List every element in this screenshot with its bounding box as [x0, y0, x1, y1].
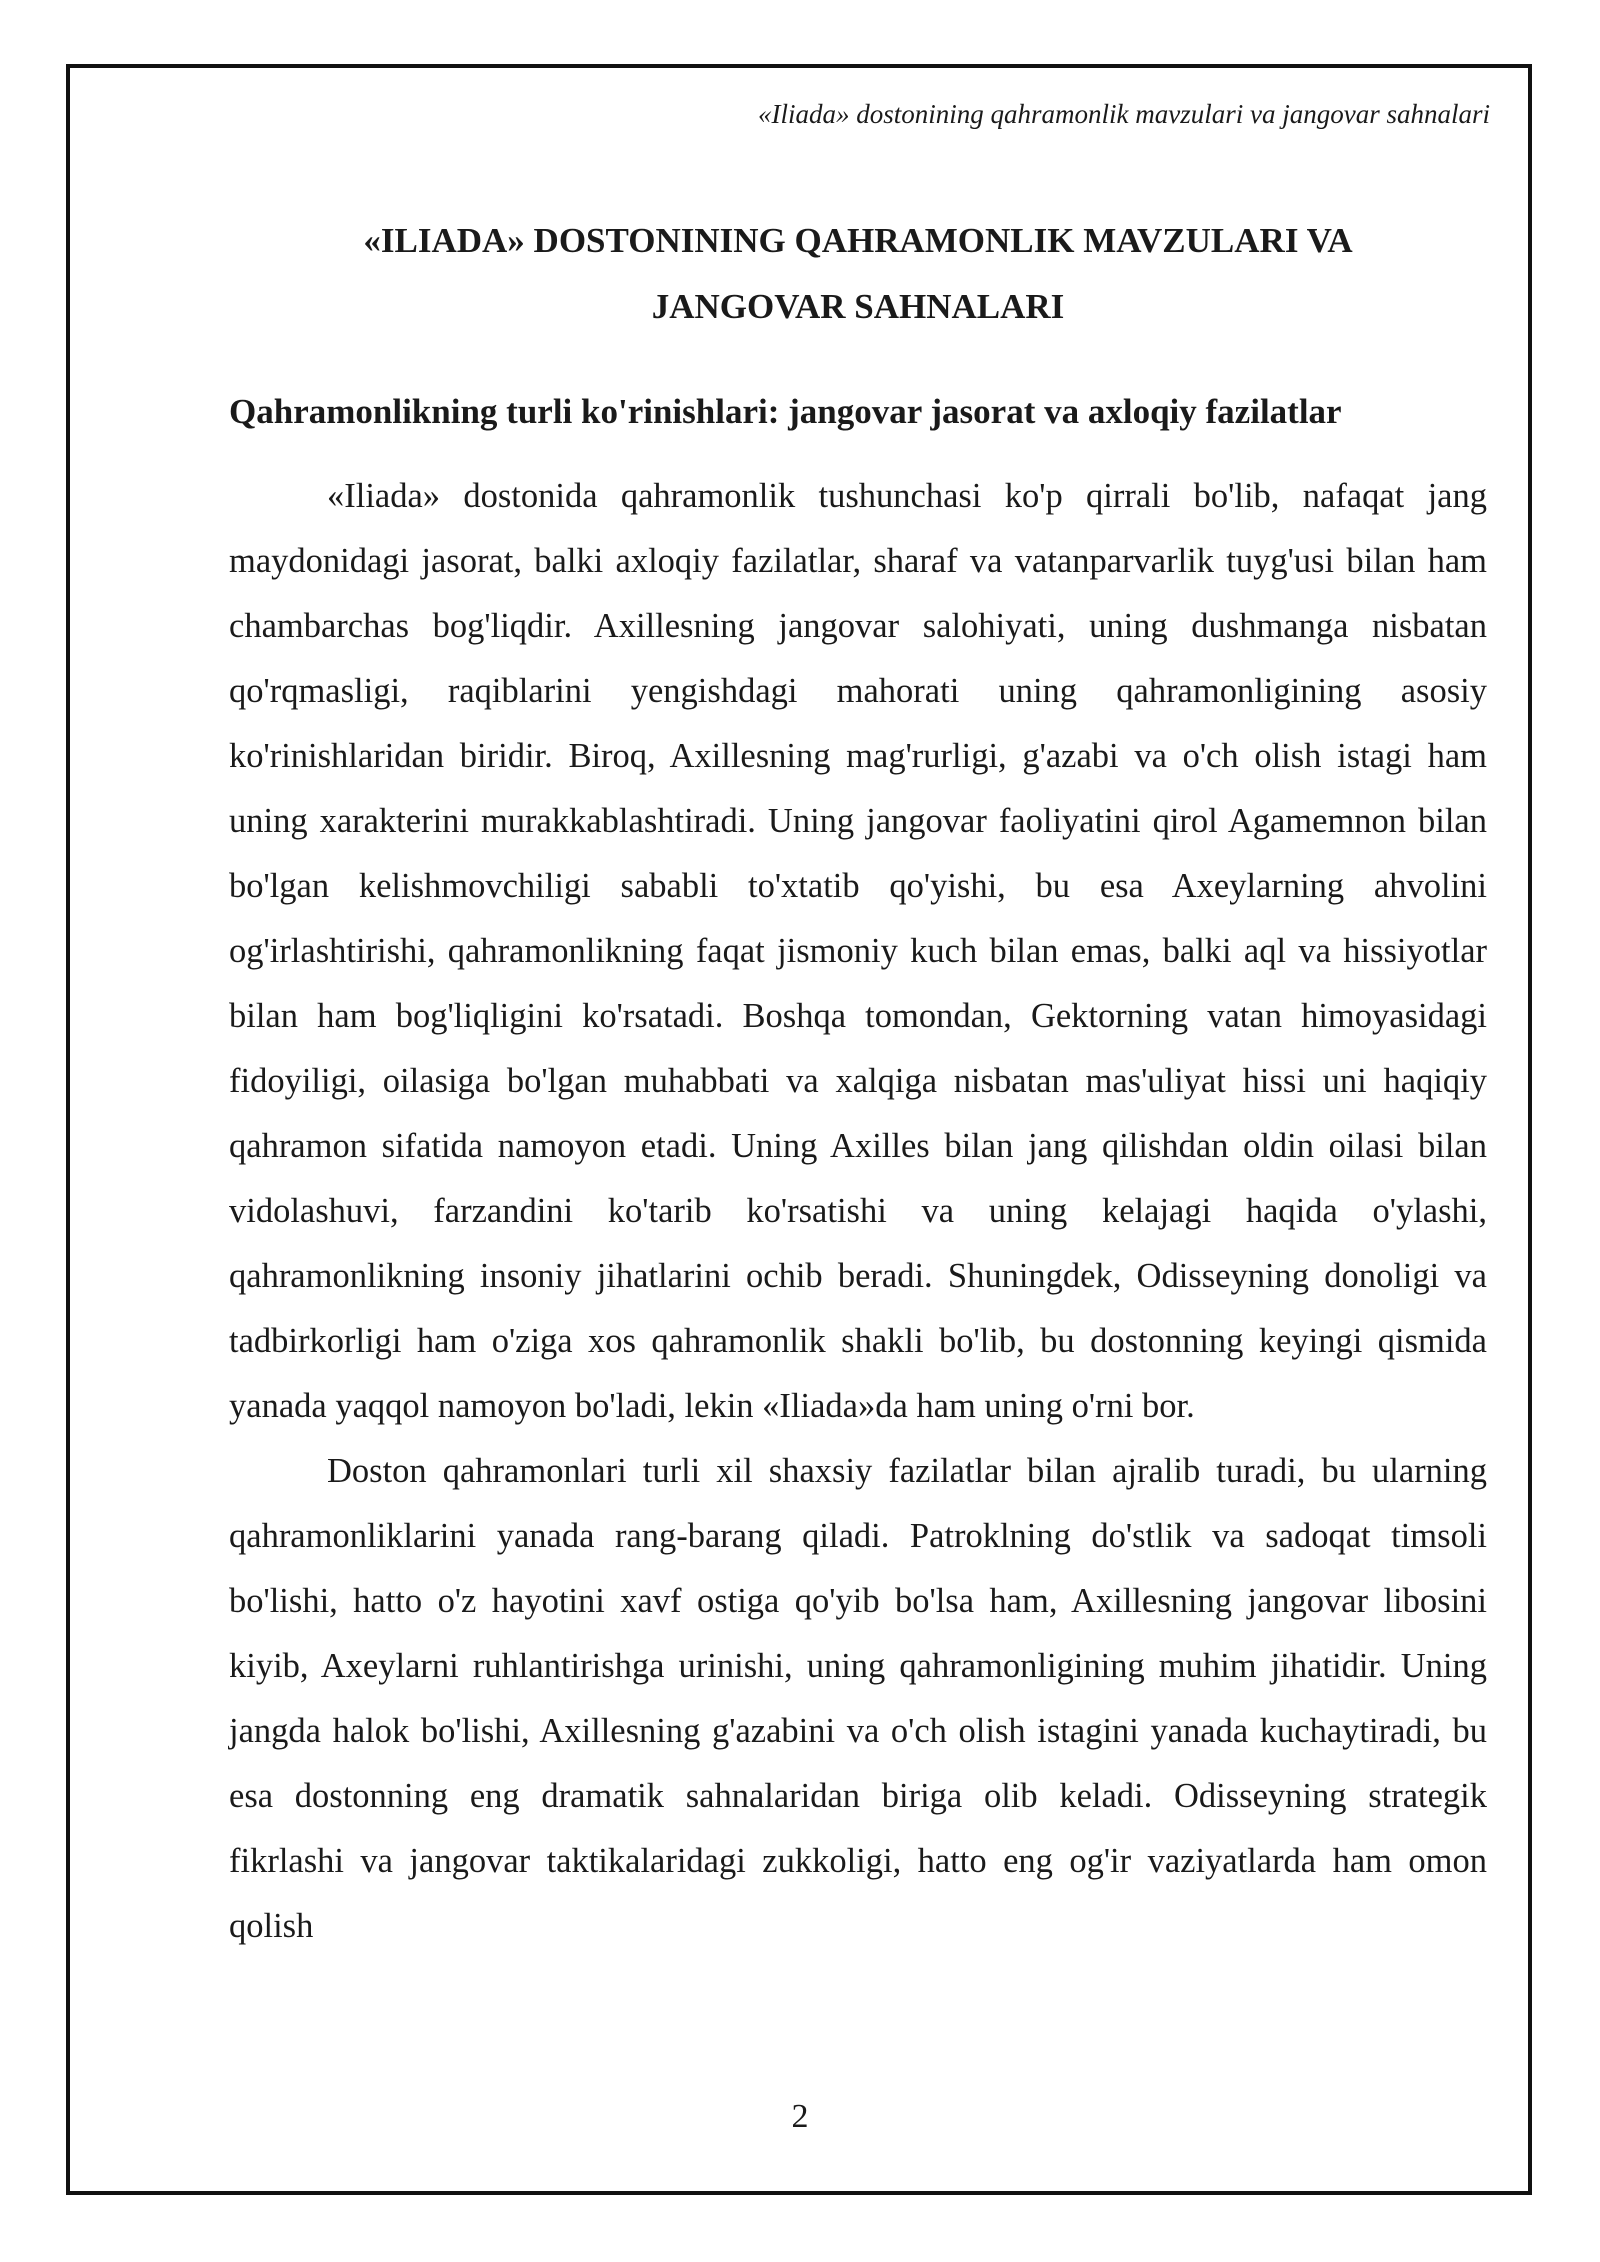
running-header: «Iliada» dostonining qahramonlik mavzulari va jangovar sahnalari: [758, 99, 1490, 129]
document-title: [229, 208, 1487, 340]
paragraph-1: «Iliada» dostonida qahramonlik tushunchasi ko'p qirrali bo'lib, nafaqat jang maydonidagi jasorat, balki axloqiy fazilatlar, sharaf va vatanparvarlik tuyg'usi bilan ham chambarchas bog'liqdir. Axillesning jangovar salohiyati, uning dushmanga nisbatan qo'rqmasligi, raqiblarini yengishdagi mahorati uning qahramonligining asosiy ko'rinishlaridan biridir. Biroq, Axillesning mag'rurligi, g'azabi va o'ch olish istagi ham uning xarakterini murakkablashtiradi. Uning jangovar faoliyatini qirol Agamemnon bilan bo'lgan kelishmovchiligi sababli to'xtatib qo'yishi, bu esa Axeylarning ahvolini og'irlashtirishi, qahramonlikning faqat jismoniy kuch bilan emas, balki aql va hissiyotlar bilan ham bog'liqligini ko'rsatadi. Boshqa tomondan, Gektorning vatan himoyasidagi fidoyiligi, oilasiga bo'lgan muhabbati va xalqiga nisbatan mas'uliyat hissi uni haqiqiy qahramon sifatida namoyon etadi. Uning Axilles bilan jang qilishdan oldin oilasi bilan vidolashuvi, farzandini ko'tarib ko'rsatishi va uning kelajagi haqida o'ylashi, qahramonlikning insoniy jihatlarini ochib beradi. Shuningdek, Odisseyning donoligi va tadbirkorligi ham o'ziga xos qahramonlik shakli bo'lib, bu dostonning keyingi qismida yanada yaqqol namoyon bo'ladi, lekin «Iliada»da ham uning o'rni bor.: [229, 477, 1487, 1425]
body-text: [229, 464, 1487, 1959]
document-title-line-2: JANGOVAR SAHNALARI: [651, 287, 1065, 326]
page-number: 2: [791, 2098, 809, 2135]
paragraph-2: Doston qahramonlari turli xil shaxsiy fazilatlar bilan ajralib turadi, bu ularning qahramonliklarini yanada rang-barang qiladi. Patroklning do'stlik va sadoqat timsoli bo'lishi, hatto o'z hayotini xavf ostiga qo'yib bo'lsa ham, Axillesning jangovar libosini kiyib, Axeylarni ruhlantirishga urinishi, uning qahramonligining muhim jihatidir. Uning jangda halok bo'lishi, Axillesning g'azabini va o'ch olish istagini yanada kuchaytiradi, bu esa dostonning eng dramatik sahnalaridan biriga olib keladi. Odisseyning strategik fikrlashi va jangovar taktikalaridagi zukkoligi, hatto eng og'ir vaziyatlarda ham omon qolish: [229, 1452, 1487, 1945]
section-heading: Qahramonlikning turli ko'rinishlari: jangovar jasorat va axloqiy fazilatlar: [229, 392, 1342, 431]
document-title-line-1: «ILIADA» DOSTONINING QAHRAMONLIK MAVZULARI VA: [363, 221, 1353, 260]
